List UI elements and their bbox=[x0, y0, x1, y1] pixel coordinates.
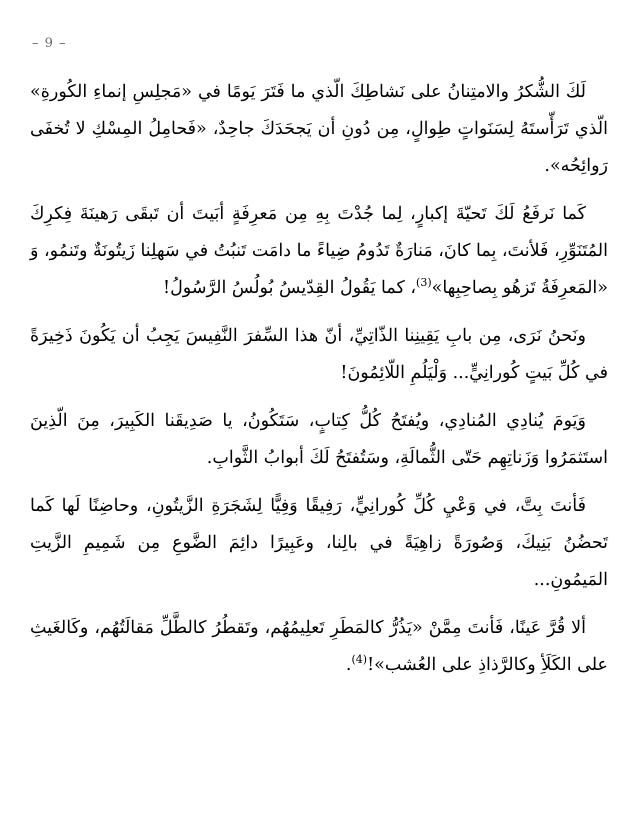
paragraph-5: فَأنتَ بِتَّ، في وَعْيِ كُلِّ كُورانِيٍّ، رَفِيقًا وَفِيًّا لِشَجَرَةِ الزَّيتُونِ، وحاضِنًا لَها كَما تَحضُنُ بَنِيكَ، وَصُورَةً زاهِيَةً في بالِنا، وعَبِيرًا دائِمَ الضَّوعِ مِن شَمِيمِ الزَّيتِ المَيمُونِ... bbox=[30, 496, 608, 590]
page-number: – 9 – bbox=[32, 36, 67, 51]
paragraph-4: وَيَومَ يُنادِي المُنادِي، ويُفتَحُ كُلُّ كِتابٍ، سَتَكُونُ، يا صَدِيقَنا الكَبِيرَ، مِنَ الّذِينَ استَثمَرُوا وَزَناتِهِم حَتّى الثُّمالَةِ، وسَتُفتَحُ لَكَ أبوابُ الثَّوابِ. bbox=[30, 411, 608, 468]
paragraph-6: ألا قُرَّ عَينًا، فَأنتَ مِمَّنْ «يَذُرُّ كالمَطَرِ تَعلِيمُهُم، وتَقطُرُ كالطَّلِّ مَقالَتُهُم، وكَالغَيثِ على الكَلَأِ وكالرَّذاذِ على العُشب»!$^{(4)}$. bbox=[30, 618, 608, 675]
paragraph-3: ونَحنُ نَرَى، مِن بابِ يَقِينِنا الذّاتِيِّ، أنّ هذا السِّفرَ النَّفِيسَ يَجِبُ أن يَكُونَ ذَخِيرَةً في كُلِّ بَيتٍ كُورانِيٍّ... وَلْيَلُمِ اللّائِمُونَ! bbox=[30, 326, 608, 383]
footnote-ref-3: (3) bbox=[416, 276, 432, 290]
paragraph-2: كَما نَرفَعُ لَكَ تَحيّةَ إكبارٍ، لِما جُدْتَ بِهِ مِن مَعرِفَةٍ أبَيتَ أن تَبقَى رَهينَةَ فِكرِكَ المُتَنَوِّرِ، فَلأنتَ، بِما كانَ، مَنارَةٌ تَدُومُ ضِياءً ما دامَت تَنبُتُ في سَهلِنا زَيتُونَةٌ وتَنمُو، وَ «المَعرِفَةُ تَزهُو بِصاحِبِها»$^{(3)}$، كما يَقُولُ القِدّيسُ بُولُسُ الرَّسُولُ! bbox=[30, 204, 608, 298]
document-body bbox=[30, 74, 608, 695]
footnote-ref-4: (4) bbox=[351, 653, 368, 667]
paragraph-1: لَكَ الشُّكرُ والامتِنانُ على نَشاطِكَ الّذي ما فَتَرَ يَومًا في «مَجلِسِ إنماءِ الكُورةِ» الّذي تَرَأّستَهُ لِسَنَواتٍ طِوالٍ، مِن دُونِ أن يَجحَدَكَ جاحِدٌ، «فَحامِلُ المِسْكِ لا تُخفَى رَوائِحُه». bbox=[30, 82, 608, 176]
